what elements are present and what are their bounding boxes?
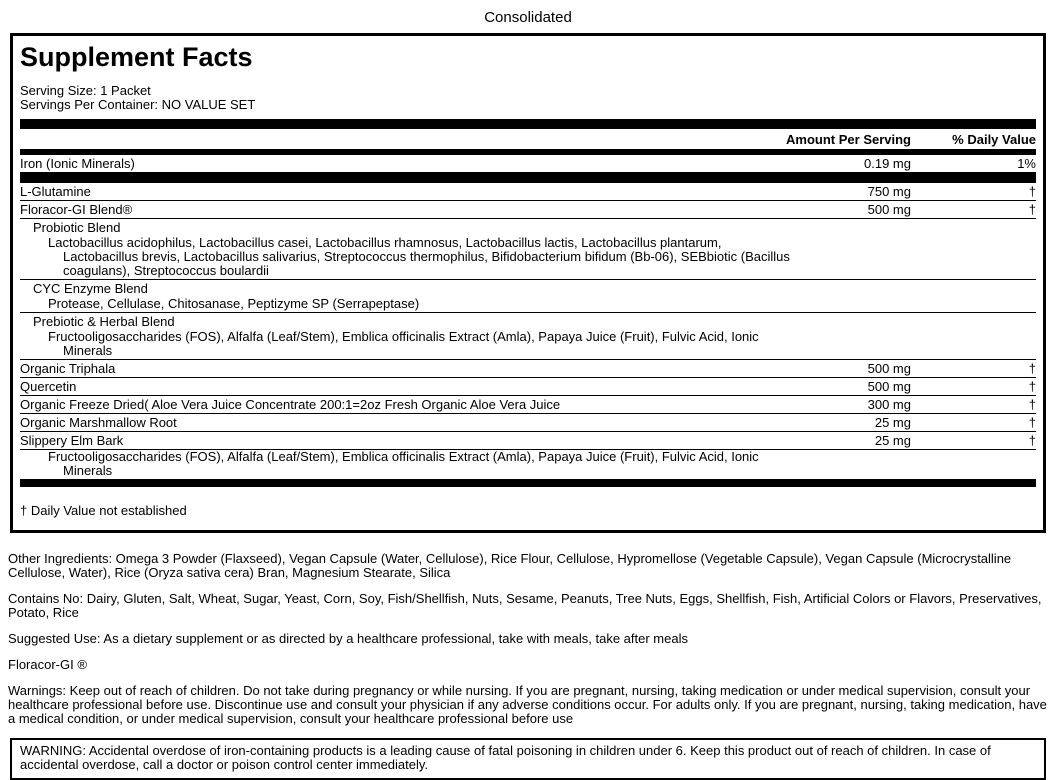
header-spacer xyxy=(20,132,786,147)
amount-column-header: Amount Per Serving xyxy=(786,132,911,147)
thick-rule xyxy=(20,172,1036,183)
ingredient-line: Fructooligosaccharides (FOS), Alfalfa (Leaf/Stem), Emblica officinalis Extract (Amla), Papaya Juice (Fruit), Fulvic Acid, Ionic xyxy=(48,329,759,344)
nutrient-label: Slippery Elm Bark xyxy=(20,433,124,448)
ingredient-line: Minerals xyxy=(63,463,113,478)
warnings-text: Warnings: Keep out of reach of children. Do not take during pregnancy or while nursing. If you are pregnant, nursing, taking medication or under medical supervision, consult your healthcare professional before use. Discontinue use and consult your physician if any adverse conditions occur. For adults only. If you are pregnant, nursing, taking medication, have a medical condition, or under medical supervision, consult your healthcare professional before use xyxy=(8,683,1047,726)
ingredient-lines xyxy=(20,236,1036,280)
product-name: Floracor-GI ® xyxy=(8,657,87,672)
thick-rule xyxy=(20,479,1036,487)
ingredient-line: coagulans), Streptococcus boulardii xyxy=(63,263,269,278)
nutrient-row xyxy=(20,155,1036,172)
ingredient-line: Protease, Cellulase, Chitosanase, Peptizyme SP (Serrapeptase) xyxy=(48,296,420,311)
nutrient-row xyxy=(20,360,1036,378)
ingredient-line: Lactobacillus acidophilus, Lactobacillus casei, Lactobacillus rhamnosus, Lactobacillus lactis, Lactobacillus plantarum, xyxy=(48,235,722,250)
nutrient-row xyxy=(20,396,1036,414)
supplement-facts-panel xyxy=(10,33,1046,533)
nutrient-daily-value: † xyxy=(1028,379,1036,394)
table-rows-main xyxy=(20,183,1036,479)
other-ingredients: Other Ingredients: Omega 3 Powder (Flaxseed), Vegan Capsule (Water, Cellulose), Rice Flour, Cellulose, Hypromellose (Vegetable Capsule), Vegan Capsule (Microcrystalline Cellulose, Water), Rice (Oryza sativa cera) Bran, Magnesium Stearate, Silica xyxy=(8,551,1012,580)
nutrient-row xyxy=(20,432,1036,450)
nutrient-daily-value: 1% xyxy=(1017,156,1036,171)
servings-per-container: Servings Per Container: NO VALUE SET xyxy=(20,97,256,112)
blend-subheader: Prebiotic & Herbal Blend xyxy=(33,314,175,329)
ingredient-line: Minerals xyxy=(63,343,113,358)
ingredient-lines xyxy=(20,297,1036,313)
nutrient-amount: 750 mg xyxy=(867,184,911,199)
nutrient-daily-value: † xyxy=(1028,184,1036,199)
serving-size: Serving Size: 1 Packet xyxy=(20,83,151,98)
daily-value-footnote: † Daily Value not established xyxy=(20,503,187,518)
ingredient-lines xyxy=(20,330,1036,360)
nutrient-amount: 500 mg xyxy=(867,202,911,217)
nutrient-label: Organic Triphala xyxy=(20,361,116,376)
blend-subheader: CYC Enzyme Blend xyxy=(33,281,148,296)
table-rows-top xyxy=(20,155,1036,172)
supplement-facts-title: Supplement Facts xyxy=(20,42,253,72)
nutrient-amount: 300 mg xyxy=(867,397,911,412)
nutrient-label: Quercetin xyxy=(20,379,77,394)
nutrient-label: L-Glutamine xyxy=(20,184,91,199)
nutrient-label: Iron (Ionic Minerals) xyxy=(20,156,135,171)
nutrient-row xyxy=(20,201,1036,219)
nutrient-amount: 25 mg xyxy=(874,433,911,448)
nutrient-amount: 0.19 mg xyxy=(864,156,911,171)
thick-rule xyxy=(20,119,1036,129)
nutrient-daily-value: † xyxy=(1028,202,1036,217)
table-header-row xyxy=(20,129,1036,149)
iron-warning-box: WARNING: Accidental overdose of iron-containing products is a leading cause of fatal poisoning in children under 6. Keep this product out of reach of children. In case of accidental overdose, call a doctor or poison control center immediately. xyxy=(10,738,1046,780)
nutrient-amount: 500 mg xyxy=(867,361,911,376)
nutrient-amount: 500 mg xyxy=(867,379,911,394)
nutrient-label: Organic Marshmallow Root xyxy=(20,415,177,430)
ingredient-line: Lactobacillus brevis, Lactobacillus salivarius, Streptococcus thermophilus, Bifidobacterium bifidum (Bb-06), SEBbiotic (Bacillus xyxy=(63,249,790,264)
label-footer xyxy=(0,552,1056,726)
daily-value-column-header: % Daily Value xyxy=(952,132,1036,147)
page-title: Consolidated xyxy=(484,9,572,26)
nutrient-daily-value: † xyxy=(1028,361,1036,376)
nutrient-row xyxy=(20,414,1036,432)
nutrient-row xyxy=(20,183,1036,201)
ingredient-line: Fructooligosaccharides (FOS), Alfalfa (Leaf/Stem), Emblica officinalis Extract (Amla), Papaya Juice (Fruit), Fulvic Acid, Ionic xyxy=(48,449,759,464)
nutrient-label: Floracor-GI Blend® xyxy=(20,202,133,217)
nutrient-daily-value: † xyxy=(1028,397,1036,412)
nutrient-amount: 25 mg xyxy=(874,415,911,430)
ingredient-lines xyxy=(20,450,1036,479)
nutrient-label: Organic Freeze Dried( Aloe Vera Juice Concentrate 200:1=2oz Fresh Organic Aloe Vera Juice xyxy=(20,397,561,412)
suggested-use: Suggested Use: As a dietary supplement or as directed by a healthcare professional, take with meals, take after meals xyxy=(8,631,688,646)
nutrient-row xyxy=(20,378,1036,396)
nutrient-daily-value: † xyxy=(1028,415,1036,430)
nutrient-daily-value: † xyxy=(1028,433,1036,448)
contains-no: Contains No: Dairy, Gluten, Salt, Wheat, Sugar, Yeast, Corn, Soy, Fish/Shellfish, Nuts, Sesame, Peanuts, Tree Nuts, Eggs, Shellfish, Fish, Artificial Colors or Flavors, Preservatives, Potato, Rice xyxy=(8,591,1042,620)
blend-subheader: Probiotic Blend xyxy=(33,220,121,235)
